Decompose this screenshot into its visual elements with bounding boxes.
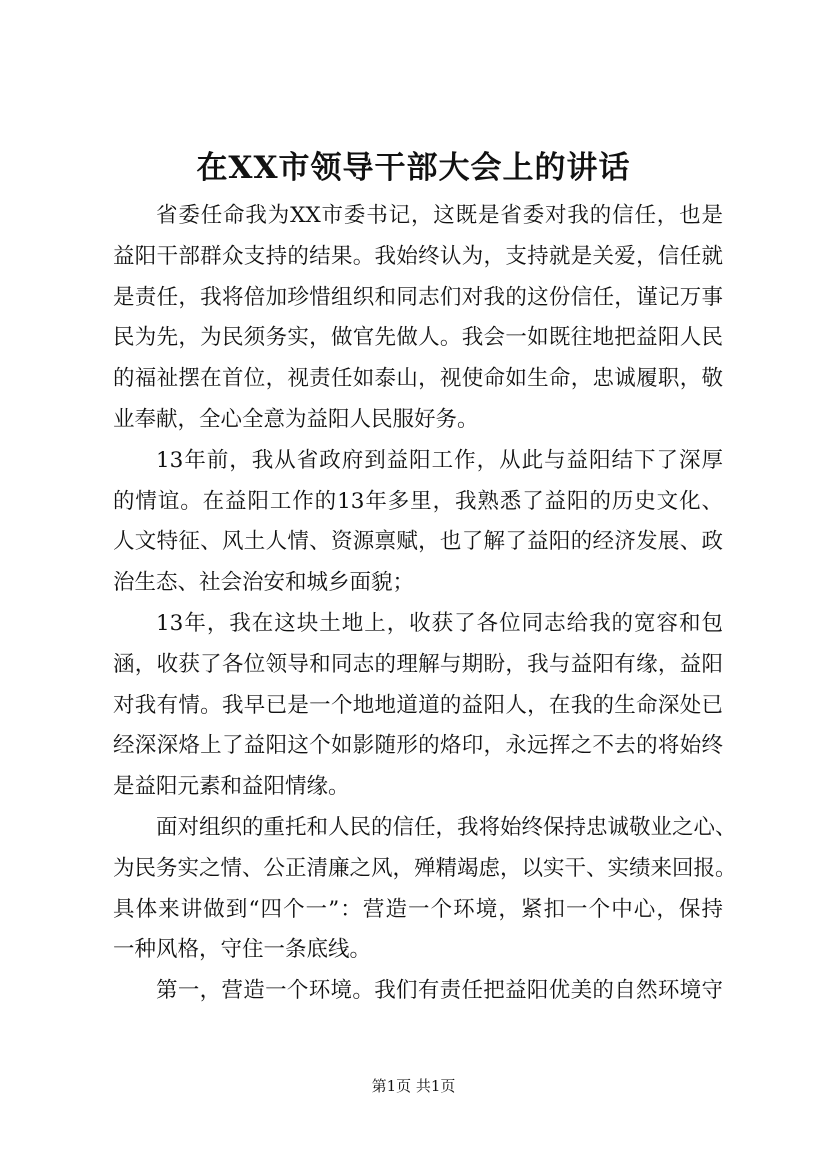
paragraph [113,441,723,604]
paragraph [113,808,737,971]
paragraph-line: 人文特征、风土人情、资源禀赋，也了解了益阳的经济发展、政 [113,529,723,555]
paragraph [113,604,723,808]
paragraph-line: 涵，收获了各位领导和同志的理解与期盼，我与益阳有缘，益阳 [113,651,723,677]
paragraph-line: 治生态、社会治安和城乡面貌； [113,570,415,596]
paragraph [113,971,723,1012]
paragraph-line: 的情谊。在益阳工作的13年多里，我熟悉了益阳的历史文化、 [113,488,723,514]
paragraph-line: 一种风格，守住一条底线。 [113,937,372,963]
document-body [113,196,737,1012]
paragraph-line: 面对组织的重托和人民的信任，我将始终保持忠诚敬业之心、 [156,814,737,840]
paragraph-line: 民为先，为民须务实，做官先做人。我会一如既往地把益阳人民 [113,325,723,351]
paragraph-line: 为民务实之情、公正清廉之风，殚精竭虑，以实干、实绩来回报。 [113,855,737,881]
document-title: 在XX市领导干部大会上的讲话 [196,150,631,186]
page-footer: 第1页 共1页 [371,1077,456,1095]
paragraph-line: 对我有情。我早已是一个地地道道的益阳人，在我的生命深处已 [113,692,723,718]
paragraph [113,196,723,441]
paragraph-line: 业奉献，全心全意为益阳人民服好务。 [113,406,479,432]
paragraph-line: 具体来讲做到“四个一”：营造一个环境，紧扣一个中心，保持 [113,896,723,922]
paragraph-line: 是益阳元素和益阳情缘。 [113,774,350,800]
paragraph-line: 经深深烙上了益阳这个如影随形的烙印，永远挥之不去的将始终 [113,733,723,759]
paragraph-line: 益阳干部群众支持的结果。我始终认为，支持就是关爱，信任就 [113,243,723,269]
paragraph-line: 的福祉摆在首位，视责任如泰山，视使命如生命，忠诚履职，敬 [113,366,723,392]
paragraph-line: 第一，营造一个环境。我们有责任把益阳优美的自然环境守 [156,978,723,1004]
paragraph-line: 13年，我在这块土地上，收获了各位同志给我的宽容和包 [156,610,723,636]
paragraph-line: 省委任命我为XX市委书记，这既是省委对我的信任，也是 [156,203,723,228]
paragraph-line: 是责任，我将倍加珍惜组织和同志们对我的这份信任，谨记万事 [113,284,723,310]
paragraph-line: 13年前，我从省政府到益阳工作，从此与益阳结下了深厚 [156,447,723,473]
